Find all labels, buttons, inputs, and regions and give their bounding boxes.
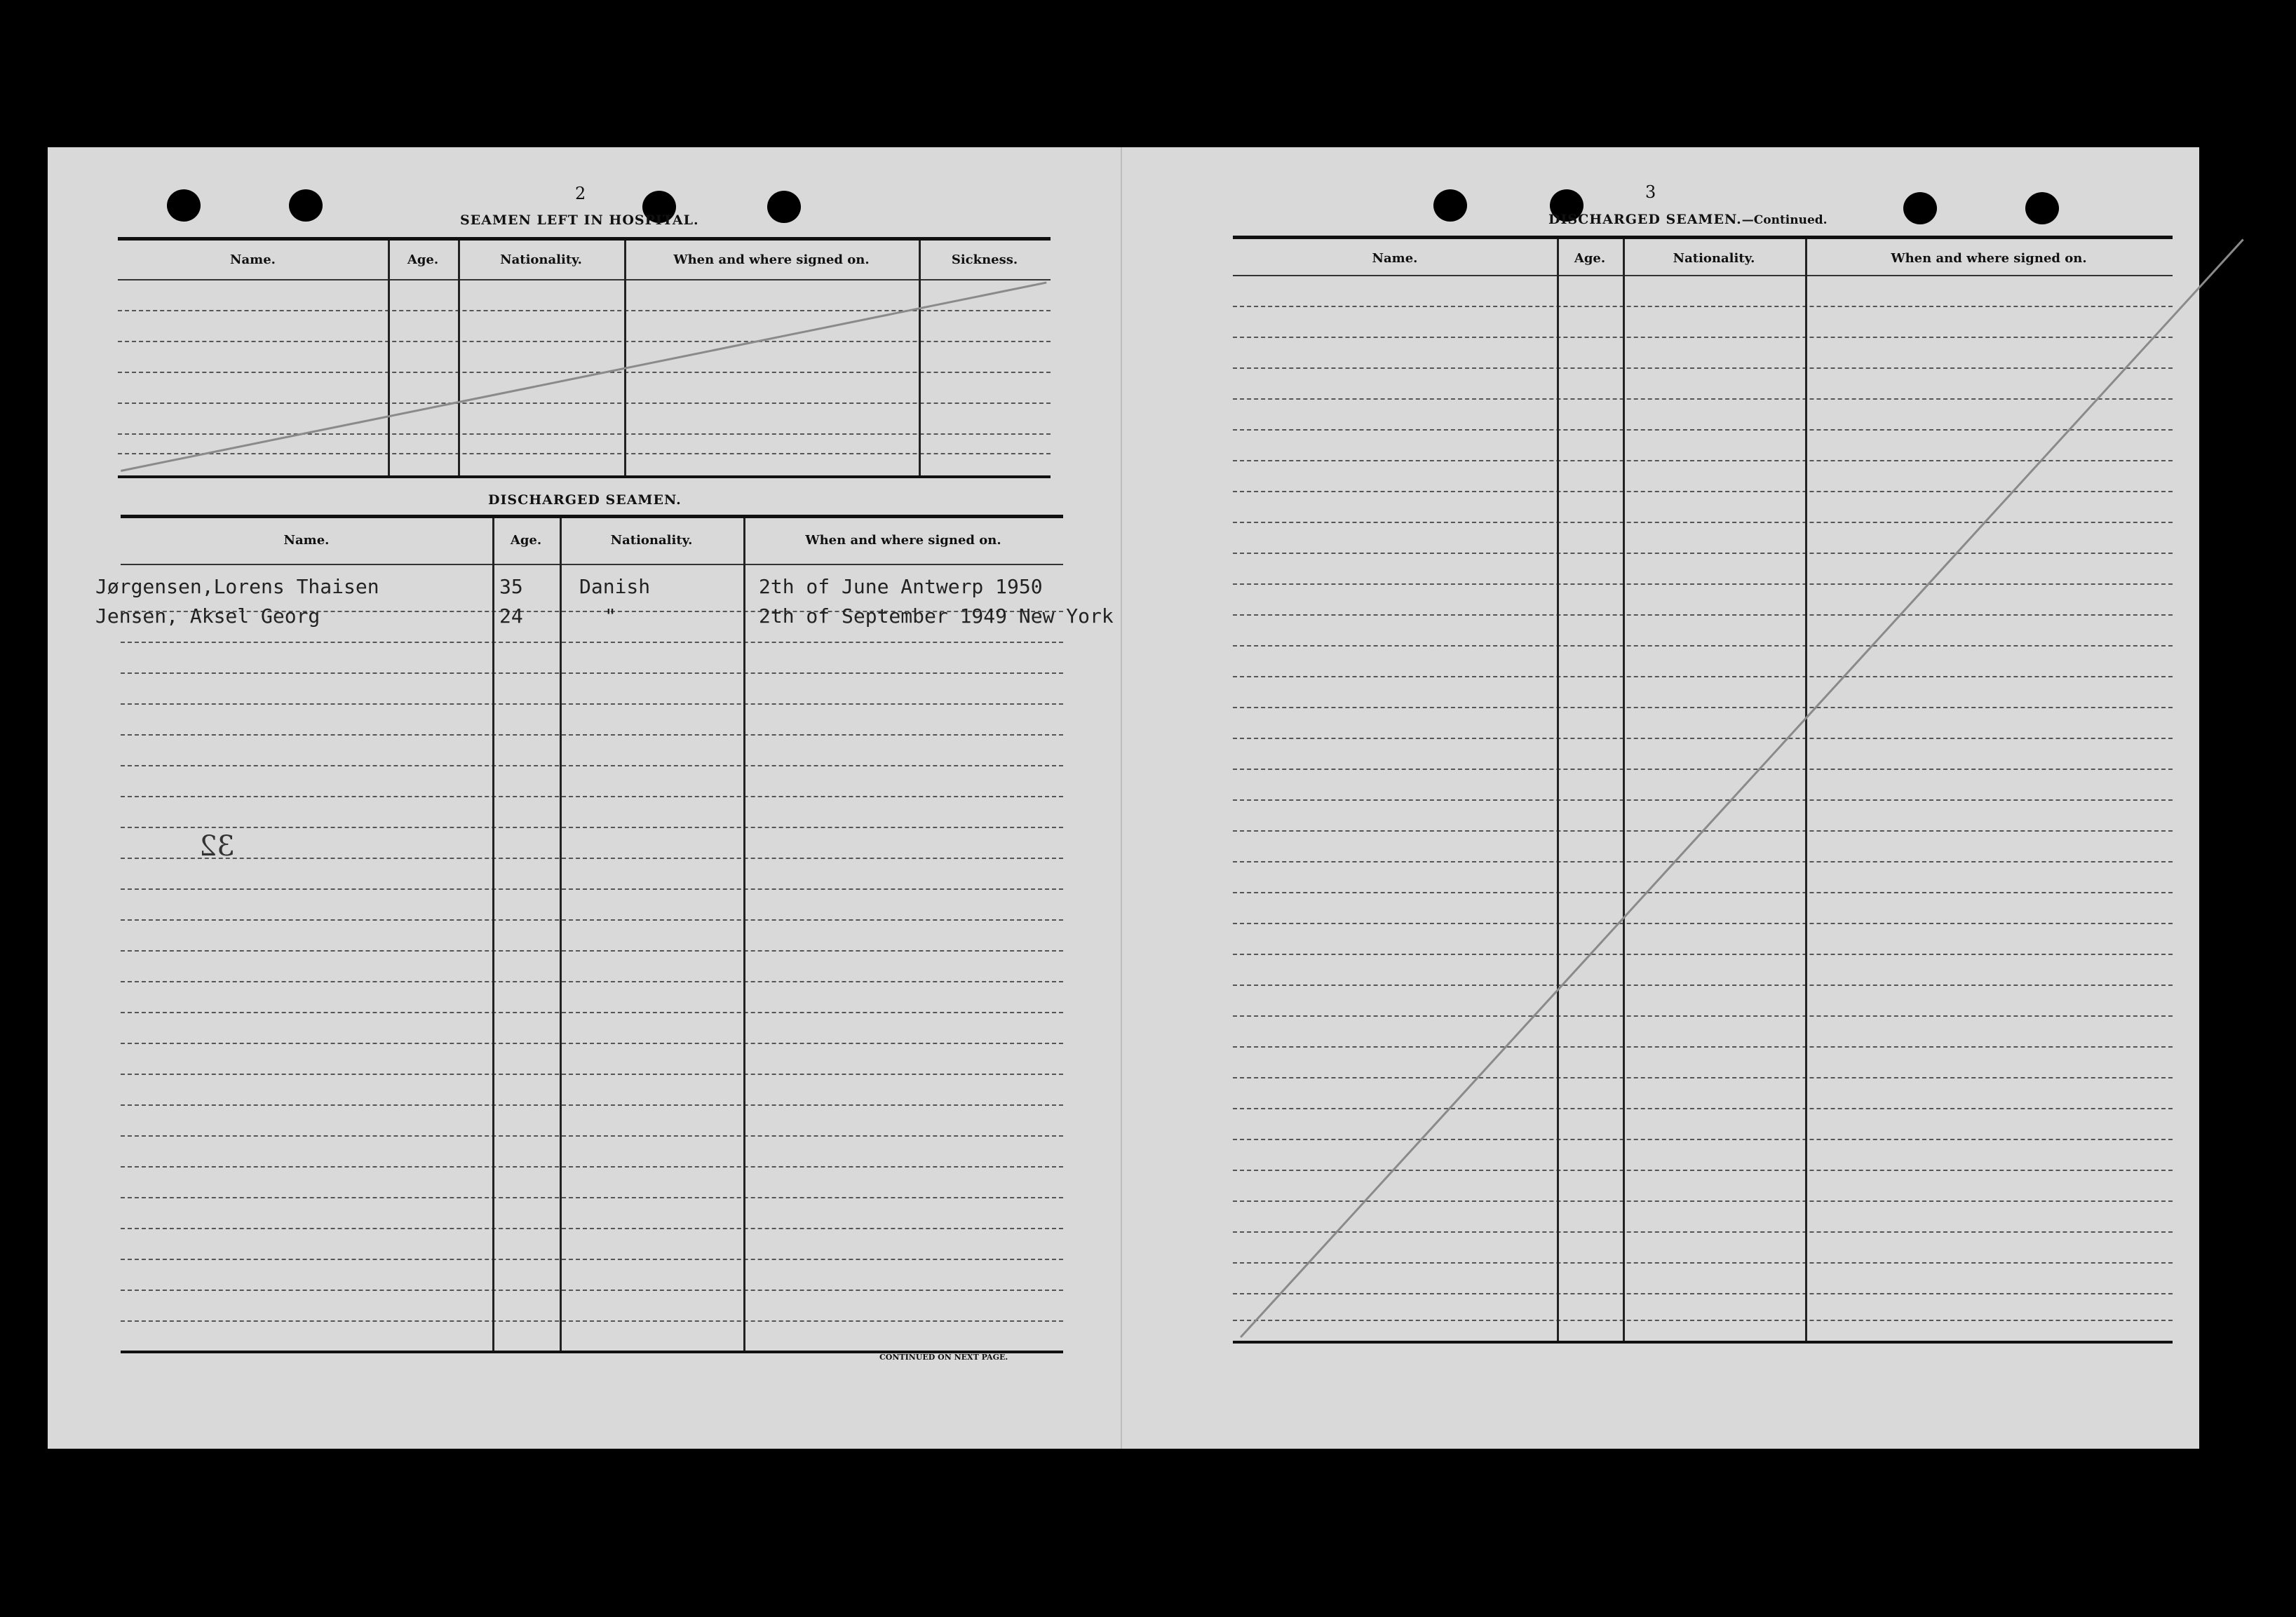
page-number: 3 bbox=[1645, 182, 1656, 202]
punch-hole bbox=[167, 189, 201, 222]
column-header-name: Name. bbox=[1372, 251, 1418, 266]
discharged-continued-table bbox=[1233, 236, 2173, 1351]
column-header-signed-on: When and where signed on. bbox=[1891, 251, 2087, 266]
page-number: 2 bbox=[575, 184, 586, 203]
seaman-name: Jørgensen,Lorens Thaisen bbox=[95, 575, 379, 598]
column-header-age: Age. bbox=[510, 533, 542, 548]
hospital-section-title: SEAMEN LEFT IN HOSPITAL. bbox=[460, 212, 699, 228]
cancel-line bbox=[1240, 238, 2244, 1338]
seaman-nationality: " bbox=[605, 604, 616, 628]
column-header-nationality: Nationality. bbox=[1673, 251, 1755, 266]
title-suffix: —Continued. bbox=[1741, 213, 1828, 227]
ledger-sheet bbox=[48, 147, 2199, 1449]
column-header-name: Name. bbox=[283, 533, 330, 548]
seaman-name: Jensen, Aksel Georg bbox=[95, 604, 320, 628]
column-header-nationality: Nationality. bbox=[500, 252, 582, 267]
column-header-nationality: Nationality. bbox=[610, 533, 693, 548]
column-header-name: Name. bbox=[230, 252, 276, 267]
punch-hole bbox=[289, 189, 323, 222]
hospital-table bbox=[118, 237, 1051, 479]
punch-hole bbox=[2025, 192, 2059, 224]
continued-note: CONTINUED ON NEXT PAGE. bbox=[879, 1353, 1008, 1362]
table-top-rule bbox=[118, 237, 1051, 241]
discharged-table bbox=[95, 515, 1114, 1363]
discharged-continued-title bbox=[1548, 212, 1828, 227]
right-page bbox=[1121, 147, 2199, 1449]
punch-hole bbox=[1433, 189, 1467, 222]
seaman-signed-on: 2th of June Antwerp 1950 bbox=[759, 575, 1043, 598]
column-header-sickness: Sickness. bbox=[951, 252, 1018, 267]
handwritten-mark: 32 bbox=[199, 830, 235, 862]
seaman-age: 35 bbox=[499, 575, 523, 598]
punch-hole bbox=[767, 191, 801, 223]
seaman-age: 24 bbox=[499, 604, 523, 628]
discharged-section-title: DISCHARGED SEAMEN. bbox=[488, 492, 682, 508]
punch-hole bbox=[1903, 192, 1937, 224]
seaman-nationality: Danish bbox=[579, 575, 651, 598]
column-header-signed-on: When and where signed on. bbox=[805, 533, 1001, 548]
column-header-age: Age. bbox=[407, 252, 439, 267]
seaman-signed-on: 2th of September 1949 New York bbox=[759, 604, 1114, 628]
column-header-signed-on: When and where signed on. bbox=[673, 252, 870, 267]
title-text: DISCHARGED SEAMEN. bbox=[1548, 212, 1742, 227]
left-page bbox=[48, 147, 1121, 1449]
column-header-age: Age. bbox=[1574, 251, 1606, 266]
